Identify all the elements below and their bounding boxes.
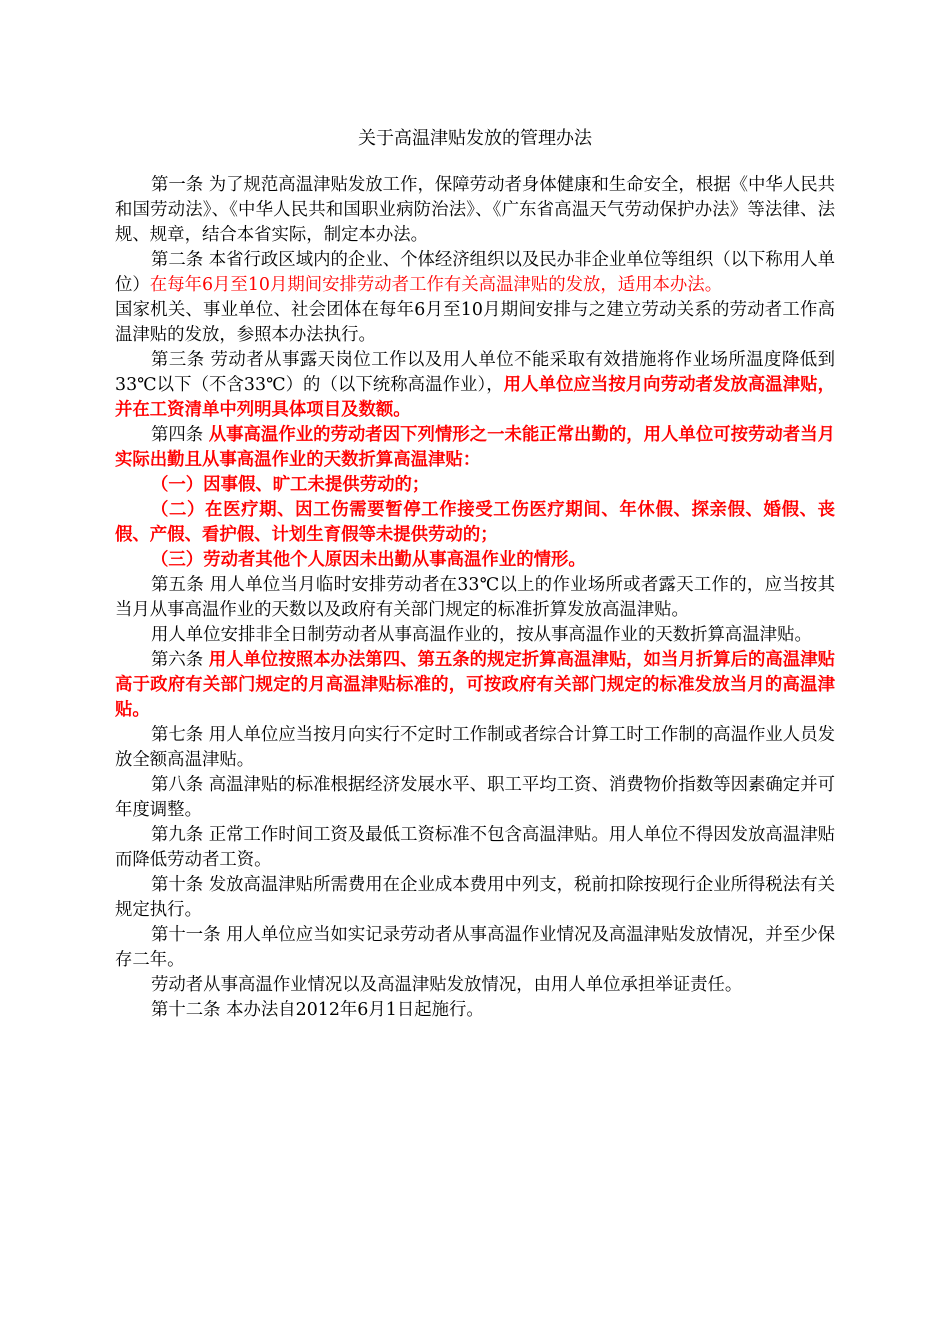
article-3-text: 第三条 劳动者从事露天岗位工作以及用人单位不能采取有效措施将作业场所温度降低到33℃以下（不含33℃）的（以下统称高温作业）， xyxy=(115,350,835,395)
article-2-highlight: 在每年6月至10月期间安排劳动者工作有关高温津贴的发放，适用本办法。 xyxy=(149,275,723,295)
article-6-highlight: 用人单位按照本办法第四、第五条的规定折算高温津贴，如当月折算后的高温津贴高于政府有关部门规定的月高温津贴标准的，可按政府有关部门规定的标准发放当月的高温津贴。 xyxy=(115,650,835,720)
article-2-supplement-text: 国家机关、事业单位、社会团体在每年6月至10月期间安排与之建立劳动关系的劳动者工作高温津贴的发放，参照本办法执行。 xyxy=(115,300,835,345)
article-10-text: 第十条 发放高温津贴所需费用在企业成本费用中列支，税前扣除按现行企业所得税法有关规定执行。 xyxy=(115,875,835,920)
document-title: 关于高温津贴发放的管理办法 xyxy=(358,128,592,149)
article-5-text: 第五条 用人单位当月临时安排劳动者在33℃以上的作业场所或者露天工作的，应当按其当月从事高温作业的天数以及政府有关部门规定的标准折算发放高温津贴。 xyxy=(115,575,835,620)
document-body xyxy=(115,173,835,1023)
article-2-supplement xyxy=(115,298,835,348)
article-5 xyxy=(115,573,835,623)
article-1-text: 第一条 为了规范高温津贴发放工作，保障劳动者身体健康和生命安全，根据《中华人民共和国劳动法》、《中华人民共和国职业病防治法》、《广东省高温天气劳动保护办法》等法律、法规、规章，结合本省实际，制定本办法。 xyxy=(115,175,835,245)
article-2 xyxy=(115,248,835,298)
article-11-supplement xyxy=(115,973,835,998)
article-11-supplement-text: 劳动者从事高温作业情况以及高温津贴发放情况，由用人单位承担举证责任。 xyxy=(151,975,743,995)
article-11-text: 第十一条 用人单位应当如实记录劳动者从事高温作业情况及高温津贴发放情况，并至少保存二年。 xyxy=(115,925,835,970)
article-6-label: 第六条 xyxy=(151,650,209,670)
article-9-text: 第九条 正常工作时间工资及最低工资标准不包含高温津贴。用人单位不得因发放高温津贴而降低劳动者工资。 xyxy=(115,825,835,870)
article-4-item-3: （三）劳动者其他个人原因未出勤从事高温作业的情形。 xyxy=(151,550,586,570)
article-1 xyxy=(115,173,835,248)
article-6 xyxy=(115,648,835,723)
article-10 xyxy=(115,873,835,923)
article-4-item-2: （二）在医疗期、因工伤需要暂停工作接受工伤医疗期间、年休假、探亲假、婚假、丧假、产假、看护假、计划生育假等未提供劳动的； xyxy=(115,500,835,545)
article-12 xyxy=(115,998,835,1023)
article-4-highlight: 从事高温作业的劳动者因下列情形之一未能正常出勤的，用人单位可按劳动者当月实际出勤且从事高温作业的天数折算高温津贴： xyxy=(115,425,835,470)
article-7 xyxy=(115,723,835,773)
article-12-text: 第十二条 本办法自2012年6月1日起施行。 xyxy=(151,1000,484,1020)
article-4-item-1: （一）因事假、旷工未提供劳动的； xyxy=(151,475,430,495)
article-4 xyxy=(115,423,835,473)
article-3-highlight: 用人单位应当按月向劳动者发放高温津贴，并在工资清单中列明具体项目及数额。 xyxy=(115,375,835,420)
article-9 xyxy=(115,823,835,873)
article-8-text: 第八条 高温津贴的标准根据经济发展水平、职工平均工资、消费物价指数等因素确定并可年度调整。 xyxy=(115,775,835,820)
article-5-supplement xyxy=(115,623,835,648)
article-2-text: 第二条 本省行政区域内的企业、个体经济组织以及民办非企业单位等组织（以下称用人单位） xyxy=(115,250,835,295)
article-5-supplement-text: 用人单位安排非全日制劳动者从事高温作业的，按从事高温作业的天数折算高温津贴。 xyxy=(151,625,812,645)
article-8 xyxy=(115,773,835,823)
article-7-text: 第七条 用人单位应当按月向实行不定时工作制或者综合计算工时工作制的高温作业人员发放全额高温津贴。 xyxy=(115,725,835,770)
article-3 xyxy=(115,348,835,423)
article-11 xyxy=(115,923,835,973)
article-4-label: 第四条 xyxy=(151,425,209,445)
